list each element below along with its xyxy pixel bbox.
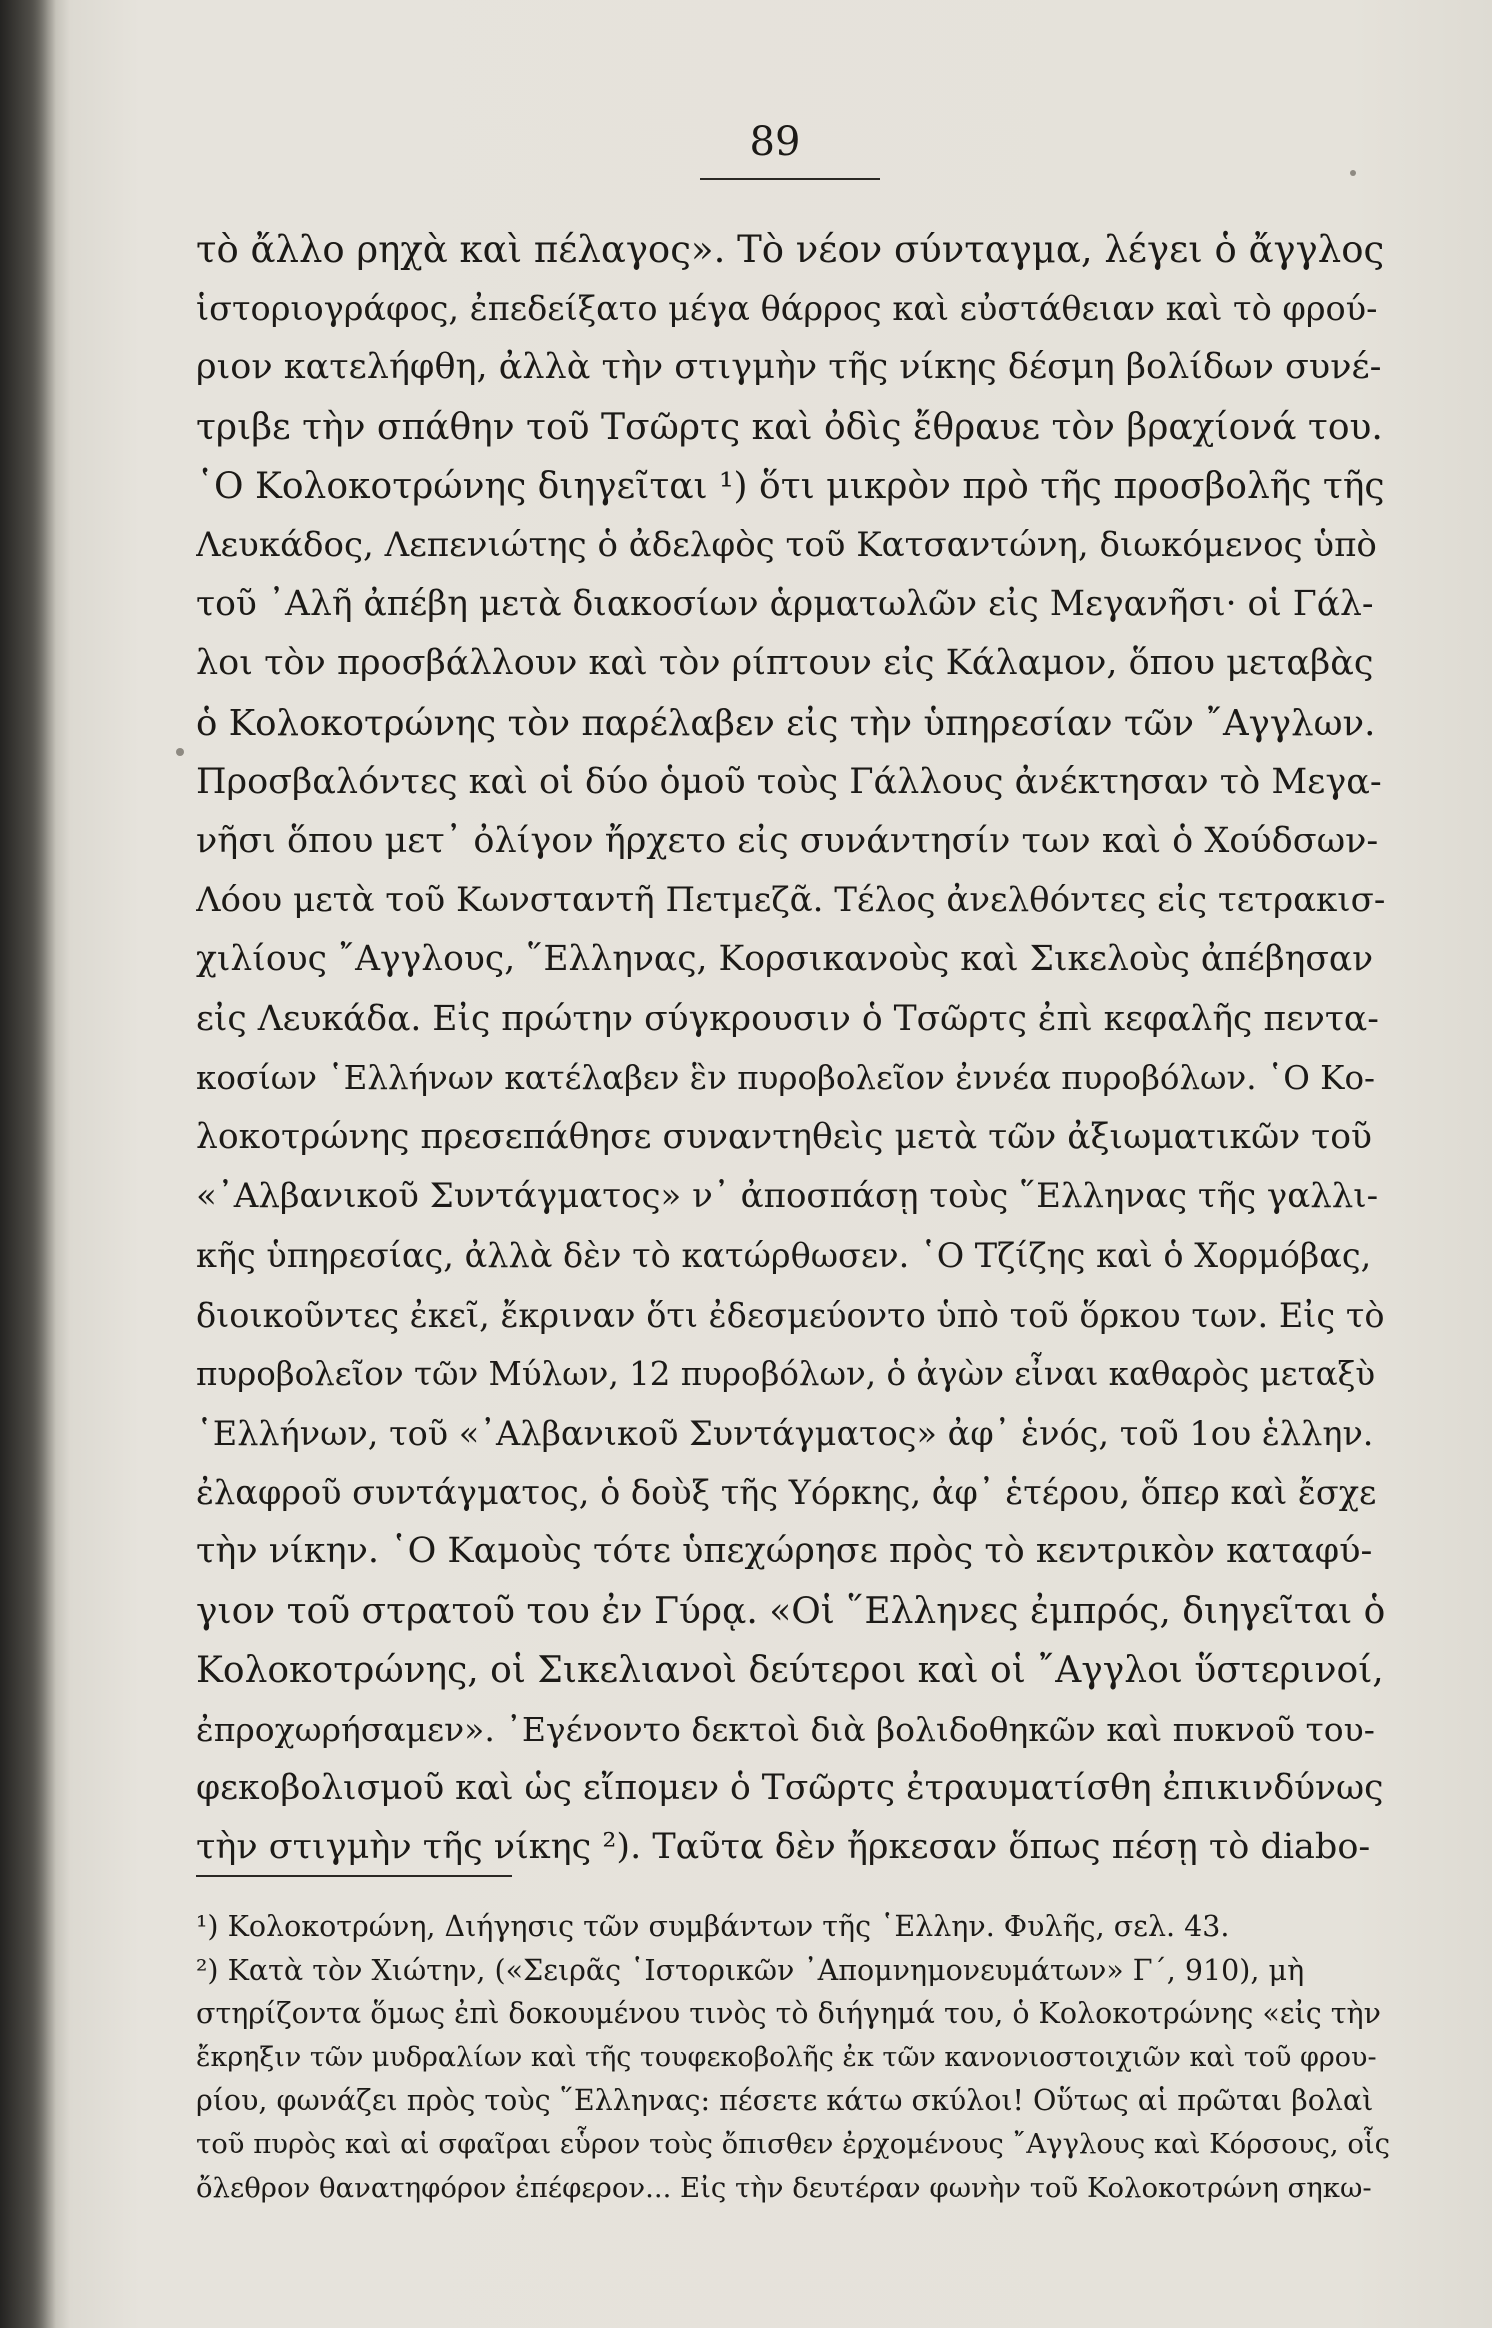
paper-speck xyxy=(176,748,184,756)
footnote-line: στηρίζοντα ὅμως ἐπὶ δοκουμένου τινὸς τὸ διήγημά του, ὁ Κολοκοτρώνης «εἰς τὴν xyxy=(196,1997,1381,2031)
book-spine-shadow xyxy=(0,0,56,2328)
body-line: χιλίους ῎Αγγλους, ῞Ελληνας, Κορσικανοὺς καὶ Σικελοὺς ἀπέβησαν xyxy=(196,939,1374,980)
body-line: Λόου μετὰ τοῦ Κωνσταντῆ Πετμεζᾶ. Τέλος ἀνελθόντες εἰς τετρακισ- xyxy=(196,880,1386,921)
page-number: 89 xyxy=(749,119,801,165)
body-line: διοικοῦντες ἐκεῖ, ἔκριναν ὅτι ἐδεσμεύοντο ὑπὸ τοῦ ὅρκου των. Εἰς τὸ xyxy=(196,1295,1385,1335)
body-line: Λευκάδος, Λεπενιώτης ὁ ἀδελφὸς τοῦ Κατσαντώνη, διωκόμενος ὑπὸ xyxy=(196,525,1377,566)
footnote-line: ἔκρηξιν τῶν μυδραλίων καὶ τῆς τουφεκοβολῆς ἐκ τῶν κανονιοστοιχιῶν καὶ τοῦ φρου- xyxy=(196,2041,1377,2073)
body-line: γιον τοῦ στρατοῦ του ἐν Γύρᾳ. «Οἱ ῞Ελληνες ἐμπρός, διηγεῖται ὁ xyxy=(196,1590,1386,1632)
body-line: ὁ Κολοκοτρώνης τὸν παρέλαβεν εἰς τὴν ὑπηρεσίαν τῶν ῎Αγγλων. xyxy=(196,702,1376,744)
footnote-rule xyxy=(196,1875,512,1877)
body-line: ἐπροχωρήσαμεν». ᾿Εγένοντο δεκτοὶ διὰ βολιδοθηκῶν καὶ πυκνοῦ του- xyxy=(196,1710,1375,1750)
paper-speck xyxy=(1350,170,1356,176)
footnote-line: ὄλεθρον θανατηφόρον ἐπέφερον... Εἰς τὴν δευτέραν φωνὴν τοῦ Κολοκοτρώνη σηκω- xyxy=(196,2171,1372,2204)
body-line: τοῦ ᾿Αλῆ ἀπέβη μετὰ διακοσίων ἁρματωλῶν εἰς Μεγανῆσι· οἱ Γάλ- xyxy=(196,584,1374,625)
body-line: φεκοβολισμοῦ καὶ ὡς εἴπομεν ὁ Τσῶρτς ἐτραυματίσθη ἐπικινδύνως xyxy=(196,1768,1384,1809)
body-line: εἰς Λευκάδα. Εἰς πρώτην σύγκρουσιν ὁ Τσῶρτς ἐπὶ κεφαλῆς πεντα- xyxy=(196,998,1379,1039)
footnotes xyxy=(196,1905,1392,2210)
body-line: ριον κατελήφθη, ἀλλὰ τὴν στιγμὴν τῆς νίκης δέσμη βολίδων συνέ- xyxy=(196,347,1382,388)
body-line: τὴν νίκην. ῾Ο Καμοὺς τότε ὑπεχώρησε πρὸς τὸ κεντρικὸν καταφύ- xyxy=(196,1531,1373,1572)
body-line: λοκοτρώνης πρεσεπάθησε συναντηθεὶς μετὰ τῶν ἀξιωματικῶν τοῦ xyxy=(196,1117,1372,1158)
body-line: ῾Ελλήνων, τοῦ «᾿Αλβανικοῦ Συντάγματος» ἀφ᾿ ἑνός, τοῦ 1ου ἑλλην. xyxy=(196,1414,1374,1454)
body-text xyxy=(196,220,1386,1878)
body-line: λοι τὸν προσβάλλουν καὶ τὸν ρίπτουν εἰς Κάλαμον, ὅπου μεταβὰς xyxy=(196,643,1374,684)
body-line: τριβε τὴν σπάθην τοῦ Τσῶρτς καὶ ὀδὶς ἔθραυε τὸν βραχίονά του. xyxy=(196,406,1383,448)
footnote-line: ¹) Κολοκοτρώνη, Διήγησις τῶν συμβάντων τῆς ῾Ελλην. Φυλῆς, σελ. 43. xyxy=(196,1910,1230,1943)
page-number-rule xyxy=(700,178,880,180)
body-line: τὴν στιγμὴν τῆς νίκης ²). Ταῦτα δὲν ἤρκεσαν ὅπως πέσῃ τὸ diabo- xyxy=(196,1827,1371,1868)
footnote-line: τοῦ πυρὸς καὶ αἱ σφαῖραι εὗρον τοὺς ὄπισθεν ἐρχομένους ῎Αγγλους καὶ Κόρσους, οἷς xyxy=(196,2127,1391,2160)
body-line: Προσβαλόντες καὶ οἱ δύο ὁμοῦ τοὺς Γάλλους ἀνέκτησαν τὸ Μεγα- xyxy=(196,761,1382,802)
body-line: ἱστοριογράφος, ἐπεδείξατο μέγα θάρρος καὶ εὐστάθειαν καὶ τὸ φρού- xyxy=(196,289,1378,329)
body-line: κῆς ὑπηρεσίας, ἀλλὰ δὲν τὸ κατώρθωσεν. ῾Ο Τζίζης καὶ ὁ Χορμόβας, xyxy=(196,1236,1372,1276)
body-line: νῆσι ὅπου μετ᾿ ὀλίγον ἤρχετο εἰς συνάντησίν των καὶ ὁ Χούδσων- xyxy=(196,821,1379,862)
body-line: πυροβολεῖον τῶν Μύλων, 12 πυροβόλων, ὁ ἀγὼν εἶναι καθαρὸς μεταξὺ xyxy=(196,1354,1376,1393)
body-line: «᾿Αλβανικοῦ Συντάγματος» ν᾿ ἀποσπάσῃ τοὺς ῞Ελληνας τῆς γαλλι- xyxy=(196,1176,1379,1217)
body-line: ῾Ο Κολοκοτρώνης διηγεῖται ¹) ὅτι μικρὸν πρὸ τῆς προσβολῆς τῆς xyxy=(196,465,1385,507)
body-line: κοσίων ῾Ελλήνων κατέλαβεν ἓν πυροβολεῖον ἐννέα πυροβόλων. ῾Ο Κο- xyxy=(196,1058,1376,1097)
body-line: Κολοκοτρώνης, οἱ Σικελιανοὶ δεύτεροι καὶ οἱ ῎Αγγλοι ὕστερινοί, xyxy=(196,1649,1384,1691)
footnote-line: ²) Κατὰ τὸν Χιώτην, («Σειρᾶς ῾Ιστορικῶν ᾿Απομνημονευμάτων» Γ΄, 910), μὴ xyxy=(196,1953,1305,1987)
footnote-line: ρίου, φωνάζει πρὸς τοὺς ῞Ελληνας: πέσετε κάτω σκύλοι! Οὕτως αἱ πρῶται βολαὶ xyxy=(196,2084,1374,2118)
body-line: ἐλαφροῦ συντάγματος, ὁ δοὺξ τῆς Υόρκης, ἀφ᾿ ἑτέρου, ὅπερ καὶ ἔσχε xyxy=(196,1473,1377,1513)
body-line: τὸ ἄλλο ρηχὰ καὶ πέλαγος». Τὸ νέον σύνταγμα, λέγει ὁ ἄγγλος xyxy=(196,228,1385,271)
